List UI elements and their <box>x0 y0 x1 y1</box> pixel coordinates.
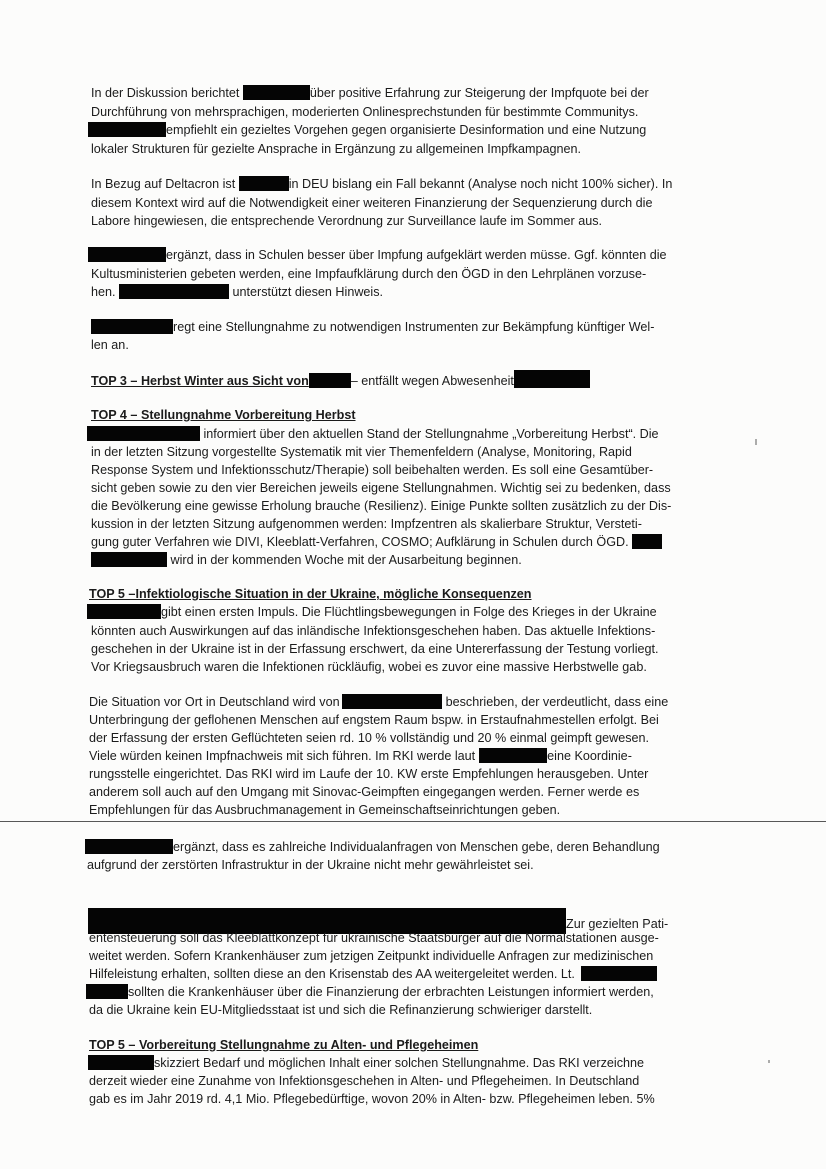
redaction-bar <box>91 319 173 334</box>
text-line: derzeit wieder eine Zunahme von Infektionsgeschehen in Alten- und Pflegeheimen. In Deutschland <box>89 1074 640 1088</box>
text-line: Response System und Infektionsschutz/Therapie) soll beibehalten werden. Es soll eine Gesamtüber- <box>91 463 654 477</box>
redaction-bar <box>119 284 229 299</box>
text-line: ergänzt, dass es zahlreiche Individualanfragen von Menschen gebe, deren Behandlung <box>85 838 660 856</box>
redaction-bar <box>309 373 351 388</box>
text-line: sollten die Krankenhäuser über die Finanzierung der erbrachten Leistungen informiert werden, <box>86 983 654 1001</box>
text-line: sicht geben sowie zu den vier Bereichen jeweils eigene Stellungnahmen. Wichtig sei zu bedenken, dass <box>91 481 671 495</box>
text-line: Hilfeleistung erhalten, sollten diese an den Krisenstab des AA weitergeleitet werden. Lt. <box>89 965 657 983</box>
text-line: informiert über den aktuellen Stand der Stellungnahme „Vorbereitung Herbst“. Die <box>87 425 659 443</box>
text-line: In der Diskussion berichtet über positive Erfahrung zur Steigerung der Impfquote bei der <box>91 86 649 100</box>
text-line: Unterbringung der geflohenen Menschen auf engstem Raum bspw. in Erstaufnahmestellen erfolgt. Bei <box>89 713 659 727</box>
text-line: Labore hingewiesen, die entsprechende Verordnung zur Surveillance laufe im Sommer aus. <box>91 214 603 228</box>
redaction-bar <box>87 426 200 441</box>
text-line: da die Ukraine kein EU-Mitgliedsstaat ist und sich die Refinanzierung schwieriger darstellt. <box>89 1003 593 1017</box>
text-line: anderem soll auch auf den Umgang mit Sinovac-Geimpften eingegangen werden. Ferner werde es <box>89 785 640 799</box>
text-line: Die Situation vor Ort in Deutschland wird von beschrieben, der verdeutlicht, dass eine <box>89 695 669 709</box>
redaction-bar <box>581 966 657 981</box>
redaction-bar <box>87 604 161 619</box>
text-line: kussion in der letzten Sitzung aufgenommen werden: Impfzentren als skalierbare Struktur, Versteti- <box>91 517 642 531</box>
text-line: skizziert Bedarf und möglichen Inhalt einer solchen Stellungnahme. Das RKI verzeichne <box>88 1054 644 1072</box>
text-line: Zur gezielten Pati- <box>88 908 668 934</box>
redaction-bar <box>479 748 547 763</box>
scan-speck <box>768 1060 770 1063</box>
redaction-bar <box>88 247 166 262</box>
text-line: Kultusministerien gebeten werden, eine Impfaufklärung durch den ÖGD in den Lehrplänen vorzuse- <box>91 267 647 281</box>
text-line: empfiehlt ein gezieltes Vorgehen gegen organisierte Desinformation und eine Nutzung <box>88 121 646 139</box>
text-line: ergänzt, dass in Schulen besser über Impfung aufgeklärt werden müsse. Ggf. könnten die <box>88 246 667 264</box>
redaction-bar <box>86 984 128 999</box>
section-heading: TOP 5 – Vorbereitung Stellungnahme zu Alten- und Pflegeheimen <box>89 1038 479 1052</box>
text-line: lokaler Strukturen für gezielte Ansprache in Ergänzung zu allgemeinen Impfkampagnen. <box>91 142 582 156</box>
redaction-bar <box>243 85 310 100</box>
text-line: Empfehlungen für das Ausbruchmanagement in Gemeinschaftseinrichtungen geben. <box>89 803 561 817</box>
text-line: geschehen in der Ukraine ist in der Erfassung erschwert, da eine Untererfassung der Testung vorliegt. <box>91 642 659 656</box>
redaction-bar <box>88 122 166 137</box>
text-line: die Bevölkerung eine gewisse Erholung brauche (Resilienz). Einige Punkte sollten zusätzlich zu der Dis- <box>91 499 672 513</box>
text-line: rungsstelle eingerichtet. Das RKI wird im Laufe der 10. KW erste Empfehlungen herausgeben. Unter <box>89 767 649 781</box>
text-line: wird in der kommenden Woche mit der Ausarbeitung beginnen. <box>91 551 522 569</box>
text-line: der Erfassung der ersten Geflüchteten seien rd. 10 % vollständig und 20 % einmal geimpft gewesen. <box>89 731 650 745</box>
scan-artifact-line <box>0 821 826 822</box>
redaction-bar <box>88 1055 154 1070</box>
text-line: Durchführung von mehrsprachigen, moderierten Onlinesprechstunden für bestimmte Communitys. <box>91 105 639 119</box>
text-line: gab es im Jahr 2019 rd. 4,1 Mio. Pflegebedürftige, wovon 20% in Alten- bzw. Pflegeheimen leben. 5% <box>89 1092 655 1106</box>
scan-speck <box>755 439 757 445</box>
text-line: gung guter Verfahren wie DIVI, Kleeblatt-Verfahren, COSMO; Aufklärung in Schulen durch ÖGD. <box>91 533 662 551</box>
section-heading: TOP 4 – Stellungnahme Vorbereitung Herbst <box>91 408 356 422</box>
text-line: Vor Kriegsausbruch waren die Infektionen rückläufig, wobei es zuvor eine massive Herbstwelle gab. <box>91 660 647 674</box>
text-line: aufgrund der zerstörten Infrastruktur in der Ukraine nicht mehr gewährleistet sei. <box>87 858 534 872</box>
redaction-bar <box>91 552 167 567</box>
text-line: in der letzten Sitzung vorgestellte Systematik mit vier Themenfeldern (Analyse, Monitoring, Rapid <box>91 445 632 459</box>
text-line: weitet werden. Sofern Krankenhäuser zum jetzigen Zeitpunkt individuelle Anfragen zur medizinischen <box>89 949 654 963</box>
redaction-bar <box>632 534 662 549</box>
text-line: entensteuerung soll das Kleeblattkonzept für ukrainische Staatsbürger auf die Normalstationen ausge- <box>89 931 659 945</box>
redaction-bar <box>514 370 590 388</box>
section-heading: TOP 3 – Herbst Winter aus Sicht von – entfällt wegen Abwesenheit <box>91 370 590 390</box>
text-line: gibt einen ersten Impuls. Die Flüchtlingsbewegungen in Folge des Krieges in der Ukraine <box>87 603 657 621</box>
redaction-bar <box>85 839 173 854</box>
text-line: In Bezug auf Deltacron ist in DEU bislang ein Fall bekannt (Analyse noch nicht 100% sicher). In <box>91 177 673 191</box>
text-line: könnten auch Auswirkungen auf das inländische Infektionsgeschehen haben. Das aktuelle Infektions- <box>91 624 656 638</box>
text-line: diesem Kontext wird auf die Notwendigkeit einer weiteren Finanzierung der Sequenzierung durch die <box>91 196 653 210</box>
text-line: len an. <box>91 338 129 352</box>
section-heading: TOP 5 –Infektiologische Situation in der Ukraine, mögliche Konsequenzen <box>89 587 532 601</box>
text-line: Viele würden keinen Impfnachweis mit sich führen. Im RKI werde laut eine Koordinie- <box>89 749 632 763</box>
text-line: hen. unterstützt diesen Hinweis. <box>91 285 384 299</box>
redaction-bar <box>239 176 289 191</box>
redaction-bar <box>342 694 442 709</box>
text-line: regt eine Stellungnahme zu notwendigen Instrumenten zur Bekämpfung künftiger Wel- <box>91 318 654 336</box>
